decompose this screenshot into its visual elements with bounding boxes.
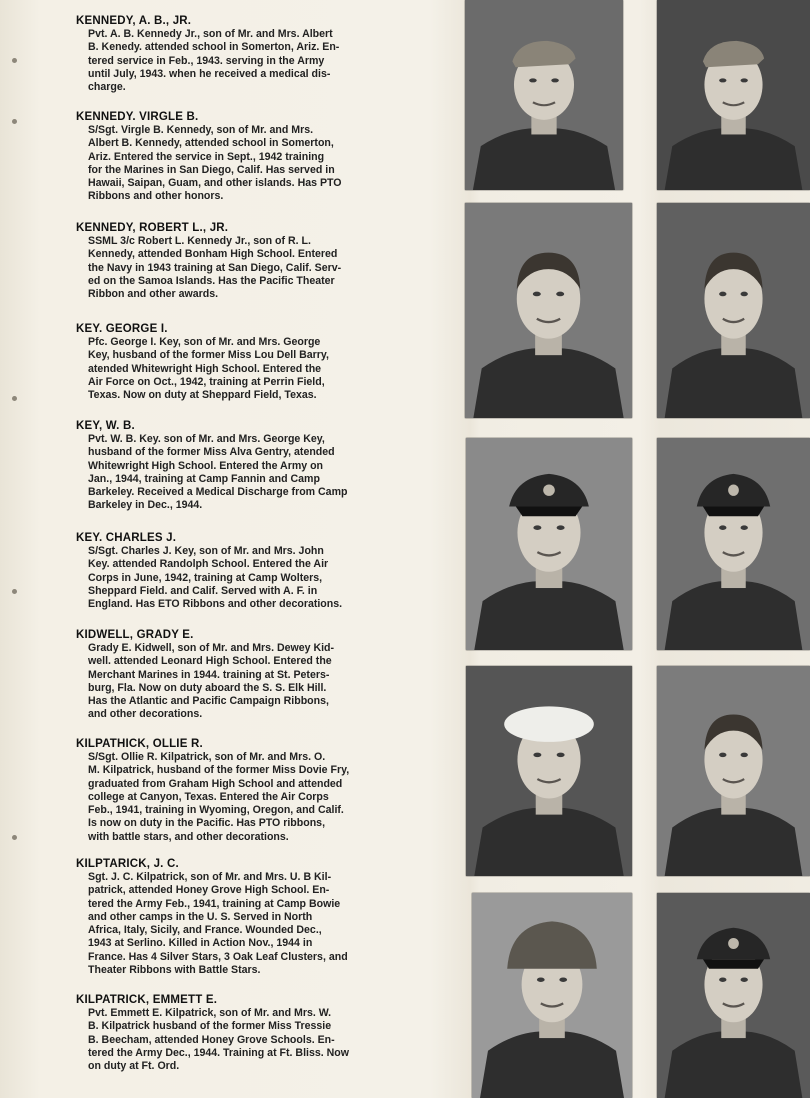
bio-line: Key. attended Randolph School. Entered the Air: [88, 558, 329, 571]
eye-shape: [719, 525, 726, 530]
eye-shape: [741, 753, 748, 758]
portrait-svg: [465, 0, 623, 190]
entry: [76, 419, 436, 513]
eye-shape: [719, 78, 726, 82]
bio-line: Theater Ribbons with Battle Stars.: [88, 964, 261, 977]
bio-line: well. attended Leonard High School. Entered the: [88, 655, 332, 668]
bio-line: Pfc. George I. Key, son of Mr. and Mrs. George: [88, 336, 321, 348]
uniform-shape: [473, 128, 615, 190]
bio-line: ed on the Samoa Islands. Has the Pacific Theater: [88, 274, 335, 287]
bio-line: France. Has 4 Silver Stars, 3 Oak Leaf Clusters, and: [88, 950, 348, 963]
cap-visor-shape: [703, 506, 764, 516]
bio-line: Hawaii, Saipan, Guam, and other islands. Has PTO: [88, 177, 342, 190]
entry-name: KEY. CHARLES J.: [76, 532, 177, 544]
eye-shape: [741, 978, 748, 982]
cap-insignia-shape: [728, 484, 739, 495]
cap-insignia-shape: [728, 938, 739, 949]
portrait-svg: [472, 893, 632, 1098]
bio-line: Whitewright High School. Entered the Army on: [88, 459, 324, 472]
entry-bio: [76, 1007, 436, 1073]
bio-line: and other camps in the U. S. Served in North: [88, 910, 313, 923]
cap-shape: [512, 41, 575, 67]
bio-line: S/Sgt. Virgle B. Kennedy, son of Mr. and Mrs.: [88, 124, 314, 136]
entry-name: KILPATHICK, OLLIE R.: [76, 738, 203, 750]
uniform-shape: [665, 348, 803, 418]
bio-line: Kennedy, attended Bonham High School. Entered: [88, 248, 338, 261]
entry: [76, 993, 436, 1073]
bio-line: Merchant Marines in 1944. training at St. Peters-: [88, 668, 330, 681]
eye-shape: [741, 78, 748, 82]
portrait-photo: [466, 666, 632, 876]
cap-insignia-shape: [543, 484, 555, 495]
bio-line: Feb., 1941, training in Wyoming, Oregon, and Calif.: [88, 804, 344, 817]
bio-line: Barkeley in Dec., 1944.: [88, 499, 203, 512]
uniform-shape: [665, 581, 803, 650]
entry-name: KEY, W. B.: [76, 420, 135, 432]
eye-shape: [533, 753, 541, 758]
bio-line: Is now on duty in the Pacific. Has PTO ribbons,: [88, 817, 326, 830]
eye-shape: [719, 978, 726, 982]
entry: [76, 531, 436, 611]
bio-line: Air Force on Oct., 1942, training at Perrin Field,: [88, 375, 325, 388]
portrait-svg: [466, 438, 632, 650]
entry-name: KENNEDY, A. B., JR.: [76, 15, 192, 27]
entry: [76, 857, 436, 977]
bio-line: tered service in Feb., 1943. serving in the Army: [88, 54, 325, 67]
entry-bio: [76, 871, 436, 977]
eye-shape: [557, 525, 565, 530]
entry-bio: [76, 235, 436, 301]
bio-line: Pvt. Emmett E. Kilpatrick, son of Mr. and Mrs. W.: [88, 1007, 332, 1019]
entry: [76, 110, 436, 204]
uniform-shape: [665, 128, 803, 190]
bio-line: patrick, attended Honey Grove High School. En-: [88, 884, 330, 897]
entry-bio: [76, 336, 436, 402]
bio-line: Pvt. A. B. Kennedy Jr., son of Mr. and Mrs. Albert: [88, 28, 333, 40]
portrait-photo: [657, 893, 810, 1098]
bio-line: atended Whitewright High School. Entered the: [88, 362, 322, 375]
uniform-shape: [474, 581, 623, 650]
bio-line: Sgt. J. C. Kilpatrick, son of Mr. and Mrs. U. B Kil-: [88, 871, 332, 883]
bio-line: for the Marines in San Diego, Calif. Has served in: [88, 163, 335, 176]
bio-line: charge.: [88, 81, 126, 94]
eye-shape: [537, 978, 545, 982]
bio-line: and other decorations.: [88, 708, 203, 721]
uniform-shape: [665, 1031, 803, 1098]
eye-shape: [557, 753, 565, 758]
entry-name: KENNEDY. VIRGLE B.: [76, 111, 199, 123]
bio-line: England. Has ETO Ribbons and other decorations.: [88, 598, 343, 611]
eye-shape: [741, 525, 748, 530]
eye-shape: [719, 753, 726, 758]
bio-line: tered the Army Feb., 1941, training at Camp Bowie: [88, 897, 341, 910]
bio-line: Has the Atlantic and Pacific Campaign Ribbons,: [88, 695, 329, 708]
portrait-svg: [657, 438, 810, 650]
portrait-photo: [657, 0, 810, 190]
entry-name: KILPATRICK, EMMETT E.: [76, 994, 218, 1006]
bio-line: Pvt. W. B. Key. son of Mr. and Mrs. George Key,: [88, 433, 325, 445]
portrait-svg: [465, 203, 632, 418]
uniform-shape: [474, 808, 623, 876]
binding-hole: [12, 589, 17, 594]
entry-bio: [76, 124, 436, 204]
eye-shape: [533, 525, 541, 530]
portrait-photo: [657, 203, 810, 418]
binding-hole: [12, 58, 17, 63]
portrait-svg: [657, 0, 810, 190]
entry: [76, 628, 436, 722]
entry-bio: [76, 642, 436, 722]
cap-shape: [504, 706, 594, 742]
bio-line: B. Kilpatrick husband of the former Miss Tressie: [88, 1020, 332, 1033]
entry-name: KEY. GEORGE I.: [76, 323, 168, 335]
bio-line: husband of the former Miss Alva Gentry, atended: [88, 446, 335, 459]
eye-shape: [551, 78, 559, 82]
eye-shape: [559, 978, 567, 982]
bio-line: M. Kilpatrick, husband of the former Miss Dovie Fry,: [88, 764, 350, 777]
entry: [76, 737, 436, 844]
bio-line: Jan., 1944, training at Camp Fannin and Camp: [88, 472, 320, 485]
eye-shape: [719, 292, 726, 297]
portrait-photo: [472, 893, 632, 1098]
bio-line: Key, husband of the former Miss Lou Dell Barry,: [88, 349, 329, 362]
bio-line: Ariz. Entered the service in Sept., 1942 training: [88, 150, 325, 163]
entry-bio: [76, 751, 436, 844]
portrait-photo: [465, 203, 632, 418]
eye-shape: [741, 292, 748, 297]
eye-shape: [556, 292, 564, 297]
bio-line: tered the Army Dec., 1944. Training at Ft. Bliss. Now: [88, 1046, 349, 1059]
bio-line: with battle stars, and other decorations.: [88, 830, 289, 843]
entry-bio: [76, 433, 436, 513]
cap-visor-shape: [516, 506, 582, 516]
bio-line: B. Kenedy. attended school in Somerton, Ariz. En-: [88, 41, 340, 54]
binding-hole: [12, 396, 17, 401]
entry-bio: [76, 28, 436, 94]
eye-shape: [529, 78, 537, 82]
uniform-shape: [473, 348, 623, 418]
portrait-photo: [465, 0, 623, 190]
binding-hole: [12, 835, 17, 840]
bio-line: Sheppard Field. and Calif. Served with A. F. in: [88, 584, 318, 597]
cap-visor-shape: [703, 959, 764, 968]
bio-line: 1943 at Serlino. Killed in Action Nov., 1944 in: [88, 937, 313, 950]
bio-line: Corps in June, 1942, training at Camp Wolters,: [88, 571, 323, 584]
entry-name: KILPTARICK, J. C.: [76, 858, 179, 870]
bio-line: Barkeley. Received a Medical Discharge from Camp: [88, 486, 348, 499]
entry: [76, 322, 436, 402]
bio-line: the Navy in 1943 training at San Diego, Calif. Serv-: [88, 261, 342, 274]
portrait-svg: [466, 666, 632, 876]
portrait-svg: [657, 666, 810, 876]
bio-line: SSML 3/c Robert L. Kennedy Jr., son of R. L.: [88, 235, 311, 247]
entry-name: KIDWELL, GRADY E.: [76, 629, 194, 641]
portrait-photo: [657, 438, 810, 650]
entry-name: KENNEDY, ROBERT L., JR.: [76, 222, 229, 234]
entry-bio: [76, 545, 436, 611]
bio-line: B. Beecham, attended Honey Grove Schools. En-: [88, 1033, 335, 1046]
bio-line: Ribbon and other awards.: [88, 288, 219, 301]
bio-line: on duty at Ft. Ord.: [88, 1060, 180, 1073]
uniform-shape: [480, 1031, 624, 1098]
bio-line: Texas. Now on duty at Sheppard Field, Texas.: [88, 389, 317, 402]
binding-hole: [12, 119, 17, 124]
portrait-svg: [657, 203, 810, 418]
bio-line: Albert B. Kennedy, attended school in Somerton,: [88, 137, 334, 150]
bio-line: Africa, Italy, Sicily, and France. Wounded Dec.,: [88, 924, 322, 937]
helmet-shape: [507, 921, 597, 968]
portrait-svg: [657, 893, 810, 1098]
entry: [76, 221, 436, 301]
portrait-photo: [466, 438, 632, 650]
bio-line: burg, Fla. Now on duty aboard the S. S. Elk Hill.: [88, 681, 327, 694]
bio-line: college at Canyon, Texas. Entered the Air Corps: [88, 790, 329, 803]
uniform-shape: [665, 808, 803, 876]
cap-shape: [703, 41, 764, 67]
portrait-photo: [657, 666, 810, 876]
bio-line: graduated from Graham High School and attended: [88, 777, 343, 790]
entry: [76, 14, 436, 94]
bio-line: S/Sgt. Ollie R. Kilpatrick, son of Mr. and Mrs. O.: [88, 751, 326, 763]
bio-line: Grady E. Kidwell, son of Mr. and Mrs. Dewey Kid-: [88, 642, 335, 654]
eye-shape: [533, 292, 541, 297]
bio-line: S/Sgt. Charles J. Key, son of Mr. and Mrs. John: [88, 545, 324, 557]
bio-line: Ribbons and other honors.: [88, 190, 224, 203]
bio-line: until July, 1943. when he received a medical dis-: [88, 67, 331, 80]
